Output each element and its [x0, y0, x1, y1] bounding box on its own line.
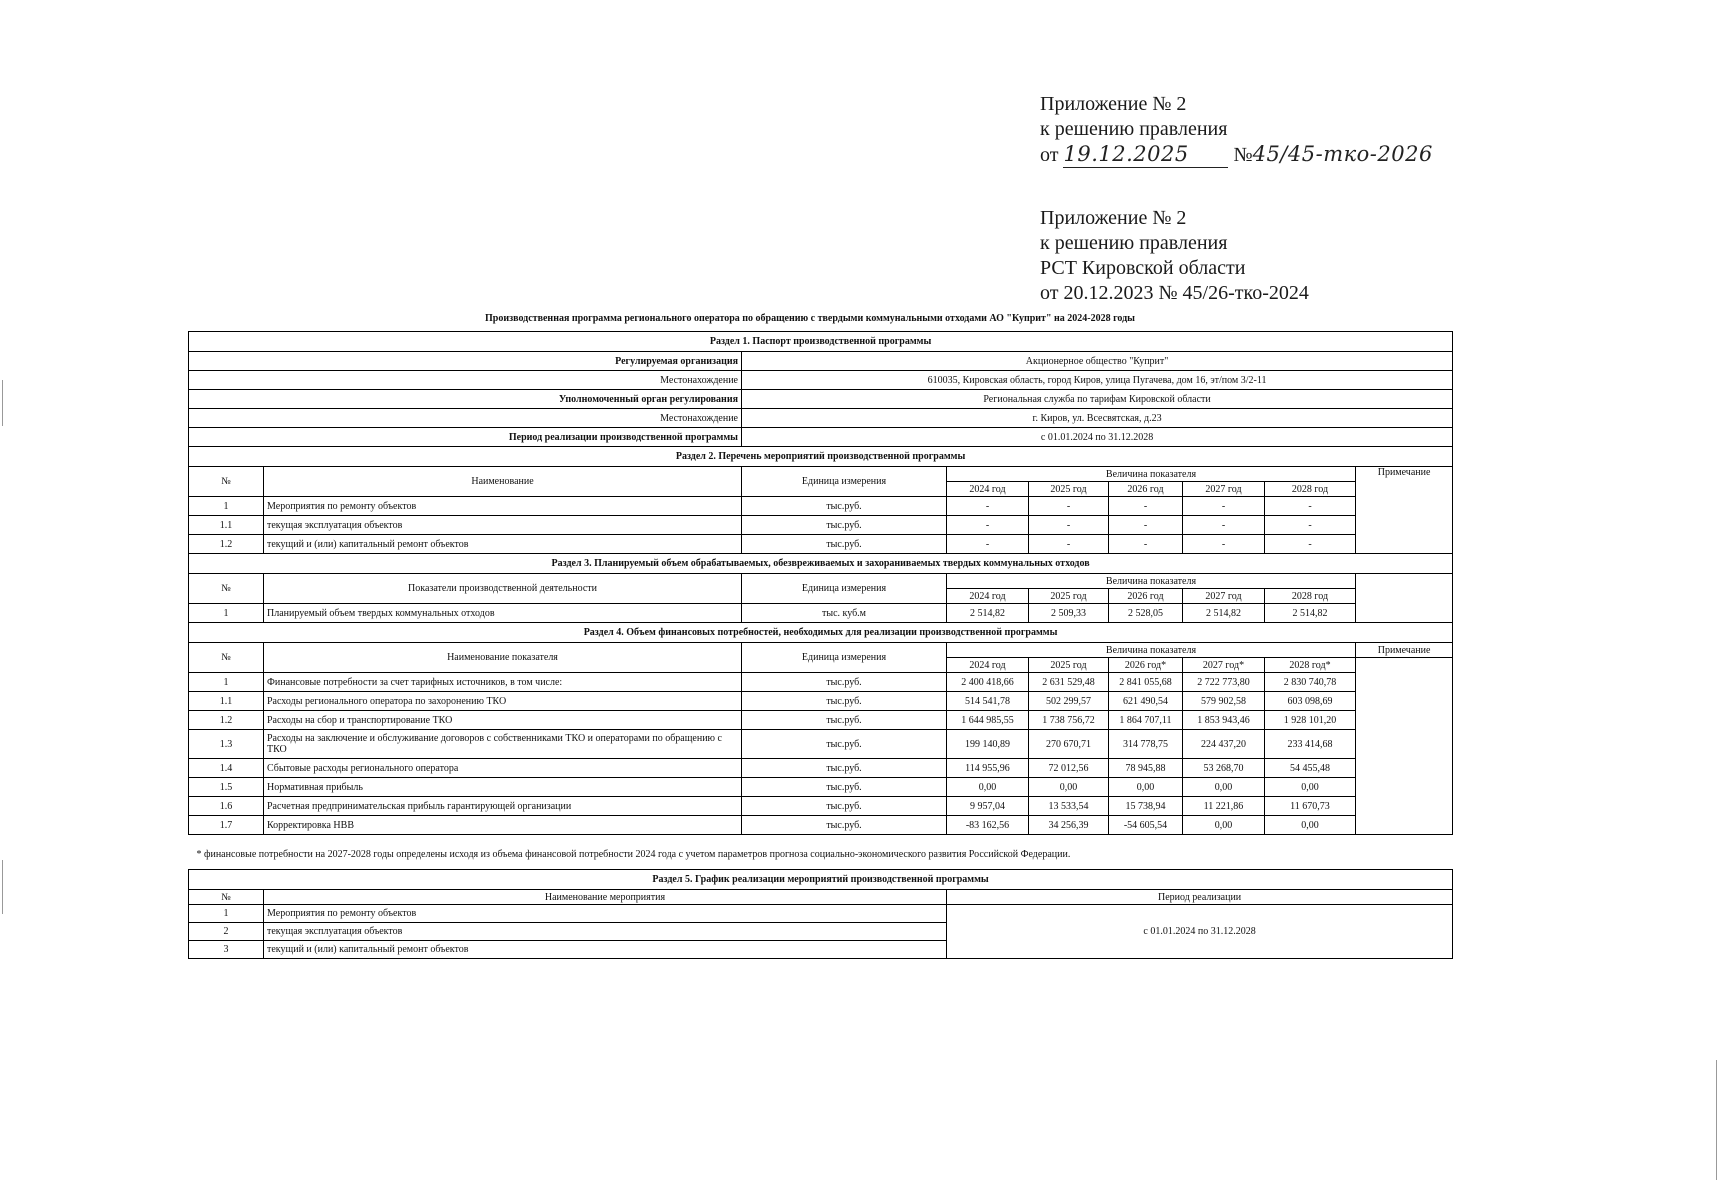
passport-label: Уполномоченный орган регулирования: [189, 390, 742, 409]
row-value: 1 864 707,11: [1109, 711, 1183, 730]
passport-value: Акционерное общество "Куприт": [742, 352, 1453, 371]
note-column: [1356, 658, 1453, 835]
row-value: -: [1265, 497, 1356, 516]
row-value: 1 928 101,20: [1265, 711, 1356, 730]
scan-mark-right: [1716, 1060, 1717, 1180]
row-value: 0,00: [1265, 816, 1356, 835]
row-value: 603 098,69: [1265, 692, 1356, 711]
year-header: 2025 год: [1029, 482, 1109, 497]
row-name: Расходы регионального оператора по захоронению ТКО: [264, 692, 742, 711]
row-value: 11 670,73: [1265, 797, 1356, 816]
row-unit: тыс.руб.: [742, 497, 947, 516]
row-value: -: [1029, 535, 1109, 554]
row-value: 270 670,71: [1029, 730, 1109, 759]
row-number: 3: [189, 941, 264, 959]
appendix-from-label: от: [1040, 144, 1059, 166]
column-header-note: Примечание: [1356, 467, 1453, 554]
row-number: 1: [189, 497, 264, 516]
row-value: 2 400 418,66: [947, 673, 1029, 692]
table-row: [189, 535, 1453, 554]
row-value: 514 541,78: [947, 692, 1029, 711]
column-header-name: Наименование: [264, 467, 742, 497]
row-value: 621 490,54: [1109, 692, 1183, 711]
year-header: 2024 год: [947, 658, 1029, 673]
row-name: текущий и (или) капитальный ремонт объектов: [264, 941, 947, 959]
row-value: 0,00: [1109, 778, 1183, 797]
column-header-number: №: [189, 643, 264, 673]
column-header-unit: Единица измерения: [742, 467, 947, 497]
appendix-line: Приложение № 2: [1040, 93, 1187, 115]
handwritten-date: 19.12.2025: [1063, 142, 1228, 168]
row-name: Мероприятия по ремонту объектов: [264, 905, 947, 923]
row-value: 2 830 740,78: [1265, 673, 1356, 692]
row-number: 1.2: [189, 535, 264, 554]
table-row: [189, 905, 1453, 923]
row-number: 1.1: [189, 692, 264, 711]
passport-value: с 01.01.2024 по 31.12.2028: [742, 428, 1453, 447]
row-value: 78 945,88: [1109, 759, 1183, 778]
column-header-unit: Единица измерения: [742, 574, 947, 604]
row-value: -: [1265, 516, 1356, 535]
section2-heading: Раздел 2. Перечень мероприятий производственной программы: [189, 447, 1453, 467]
row-name: Корректировка НВВ: [264, 816, 742, 835]
row-unit: тыс.руб.: [742, 516, 947, 535]
row-value: 15 738,94: [1109, 797, 1183, 816]
row-value: 2 509,33: [1029, 604, 1109, 623]
table-row: [189, 816, 1453, 835]
row-value: 0,00: [947, 778, 1029, 797]
table-row: [189, 673, 1453, 692]
year-header: 2024 год: [947, 589, 1029, 604]
appendix-line: к решению правления: [1040, 118, 1228, 140]
passport-value: г. Киров, ул. Всесвятская, д.23: [742, 409, 1453, 428]
row-value: -: [947, 535, 1029, 554]
row-name: Нормативная прибыль: [264, 778, 742, 797]
year-header: 2028 год: [1265, 589, 1356, 604]
row-unit: тыс.руб.: [742, 535, 947, 554]
production-program-table: [188, 331, 1453, 959]
year-header: 2028 год*: [1265, 658, 1356, 673]
row-value: 199 140,89: [947, 730, 1029, 759]
scan-mark-left-bottom: [2, 860, 3, 914]
row-value: 233 414,68: [1265, 730, 1356, 759]
year-header: 2024 год: [947, 482, 1029, 497]
row-value: -: [1265, 535, 1356, 554]
spacer: [1040, 168, 1433, 206]
row-value: 1 738 756,72: [1029, 711, 1109, 730]
row-number: 1.6: [189, 797, 264, 816]
row-name: Расходы на сбор и транспортирование ТКО: [264, 711, 742, 730]
column-header-number: №: [189, 467, 264, 497]
row-value: -: [947, 497, 1029, 516]
row-number: 1.4: [189, 759, 264, 778]
row-unit: тыс.руб.: [742, 816, 947, 835]
row-value: -: [1109, 535, 1183, 554]
row-number: 1.2: [189, 711, 264, 730]
row-unit: тыс.руб.: [742, 778, 947, 797]
column-header-value-group: Величина показателя: [947, 467, 1356, 482]
year-header: 2026 год: [1109, 482, 1183, 497]
year-header: 2025 год: [1029, 658, 1109, 673]
table-row: [189, 730, 1453, 759]
table-row: [189, 497, 1453, 516]
row-value: 114 955,96: [947, 759, 1029, 778]
row-value: 2 514,82: [1265, 604, 1356, 623]
row-value: 0,00: [1029, 778, 1109, 797]
row-value: 2 722 773,80: [1183, 673, 1265, 692]
row-value: -: [947, 516, 1029, 535]
passport-label: Регулируемая организация: [189, 352, 742, 371]
row-name: Расходы на заключение и обслуживание договоров с собственниками ТКО и операторами по обращению с ТКО: [264, 730, 742, 759]
column-header-name: Показатели производственной деятельности: [264, 574, 742, 604]
row-value: 34 256,39: [1029, 816, 1109, 835]
row-name: Планируемый объем твердых коммунальных отходов: [264, 604, 742, 623]
column-header-note: Примечание: [1356, 643, 1453, 658]
year-header: 2027 год*: [1183, 658, 1265, 673]
row-name: текущий и (или) капитальный ремонт объектов: [264, 535, 742, 554]
row-unit: тыс.руб.: [742, 759, 947, 778]
row-value: 13 533,54: [1029, 797, 1109, 816]
column-header-name: Наименование показателя: [264, 643, 742, 673]
year-header: 2027 год: [1183, 589, 1265, 604]
period-value: с 01.01.2024 по 31.12.2028: [947, 905, 1453, 959]
row-name: Мероприятия по ремонту объектов: [264, 497, 742, 516]
footnote: * финансовые потребности на 2027-2028 годы определены исходя из объема финансовой потребности 2024 года с учетом параметров прогноза социально-экономического развития Российской Федерации.: [196, 849, 1071, 860]
row-unit: тыс.руб.: [742, 692, 947, 711]
row-value: -: [1029, 497, 1109, 516]
table-row: [189, 797, 1453, 816]
section3-heading: Раздел 3. Планируемый объем обрабатываемых, обезвреживаемых и захораниваемых твердых коммунальных отходов: [189, 554, 1453, 574]
row-number: 1.3: [189, 730, 264, 759]
row-value: 11 221,86: [1183, 797, 1265, 816]
column-header-name: Наименование мероприятия: [264, 890, 947, 905]
row-value: 0,00: [1183, 816, 1265, 835]
row-value: -: [1029, 516, 1109, 535]
row-value: 72 012,56: [1029, 759, 1109, 778]
table-row: [189, 604, 1453, 623]
appendix-decision-line: [1040, 142, 1433, 168]
row-name: Финансовые потребности за счет тарифных источников, в том числе:: [264, 673, 742, 692]
table-row: [189, 778, 1453, 797]
passport-value: Региональная служба по тарифам Кировской области: [742, 390, 1453, 409]
section5-heading: Раздел 5. График реализации мероприятий производственной программы: [189, 870, 1453, 890]
row-value: 2 841 055,68: [1109, 673, 1183, 692]
table-row: [189, 516, 1453, 535]
row-value: -: [1109, 516, 1183, 535]
row-value: 1 644 985,55: [947, 711, 1029, 730]
row-number: 1: [189, 673, 264, 692]
section1-heading: Раздел 1. Паспорт производственной программы: [189, 332, 1453, 352]
row-value: 2 514,82: [947, 604, 1029, 623]
row-number: 1: [189, 604, 264, 623]
row-name: Расчетная предпринимательская прибыль гарантирующей организации: [264, 797, 742, 816]
appendix-line: к решению правления: [1040, 232, 1228, 254]
row-value: -: [1109, 497, 1183, 516]
year-header: 2025 год: [1029, 589, 1109, 604]
row-unit: тыс.руб.: [742, 730, 947, 759]
row-value: 9 957,04: [947, 797, 1029, 816]
footnote-cell: [189, 835, 1453, 870]
row-value: 2 528,05: [1109, 604, 1183, 623]
row-unit: тыс.руб.: [742, 673, 947, 692]
column-header-number: №: [189, 574, 264, 604]
row-value: 0,00: [1265, 778, 1356, 797]
row-unit: тыс.руб.: [742, 797, 947, 816]
document-title: Производственная программа регионального оператора по обращению с твердыми коммунальными отходами АО "Куприт" на 2024-2028 годы: [485, 313, 1135, 324]
table-row: [189, 692, 1453, 711]
row-value: 53 268,70: [1183, 759, 1265, 778]
row-value: -: [1183, 535, 1265, 554]
appendix-line: Приложение № 2: [1040, 207, 1187, 229]
row-value: 314 778,75: [1109, 730, 1183, 759]
passport-label: Период реализации производственной программы: [189, 428, 742, 447]
row-name: текущая эксплуатация объектов: [264, 516, 742, 535]
section4-heading: Раздел 4. Объем финансовых потребностей, необходимых для реализации производственной программы: [189, 623, 1453, 643]
row-value: 502 299,57: [1029, 692, 1109, 711]
appendix-line: РСТ Кировской области: [1040, 257, 1246, 279]
table-row: [189, 759, 1453, 778]
row-number: 1: [189, 905, 264, 923]
appendix-header: [1040, 92, 1433, 306]
row-value: -54 605,54: [1109, 816, 1183, 835]
handwritten-number: 45/45-тко-2026: [1252, 142, 1433, 166]
empty-cell: [1356, 574, 1453, 623]
passport-value: 610035, Кировская область, город Киров, улица Пугачева, дом 16, эт/пом 3/2-11: [742, 371, 1453, 390]
scan-mark-left-top: [2, 380, 3, 426]
column-header-value-group: Величина показателя: [947, 643, 1356, 658]
row-value: 54 455,48: [1265, 759, 1356, 778]
row-number: 2: [189, 923, 264, 941]
year-header: 2026 год*: [1109, 658, 1183, 673]
row-value: 2 514,82: [1183, 604, 1265, 623]
row-name: текущая эксплуатация объектов: [264, 923, 947, 941]
column-header-value-group: Величина показателя: [947, 574, 1356, 589]
column-header-unit: Единица измерения: [742, 643, 947, 673]
year-header: 2026 год: [1109, 589, 1183, 604]
row-value: 2 631 529,48: [1029, 673, 1109, 692]
appendix-number-label: №: [1233, 144, 1253, 166]
row-unit: тыс.руб.: [742, 711, 947, 730]
column-header-period: Период реализации: [947, 890, 1453, 905]
column-header-number: №: [189, 890, 264, 905]
row-number: 1.1: [189, 516, 264, 535]
table-row: [189, 711, 1453, 730]
row-number: 1.7: [189, 816, 264, 835]
row-name: Сбытовые расходы регионального оператора: [264, 759, 742, 778]
row-value: 1 853 943,46: [1183, 711, 1265, 730]
row-value: 224 437,20: [1183, 730, 1265, 759]
row-unit: тыс. куб.м: [742, 604, 947, 623]
row-value: -: [1183, 497, 1265, 516]
year-header: 2028 год: [1265, 482, 1356, 497]
passport-label: Местонахождение: [189, 409, 742, 428]
row-number: 1.5: [189, 778, 264, 797]
row-value: -83 162,56: [947, 816, 1029, 835]
row-value: -: [1183, 516, 1265, 535]
row-value: 579 902,58: [1183, 692, 1265, 711]
appendix-line: от 20.12.2023 № 45/26-тко-2024: [1040, 282, 1309, 304]
row-value: 0,00: [1183, 778, 1265, 797]
passport-label: Местонахождение: [189, 371, 742, 390]
year-header: 2027 год: [1183, 482, 1265, 497]
